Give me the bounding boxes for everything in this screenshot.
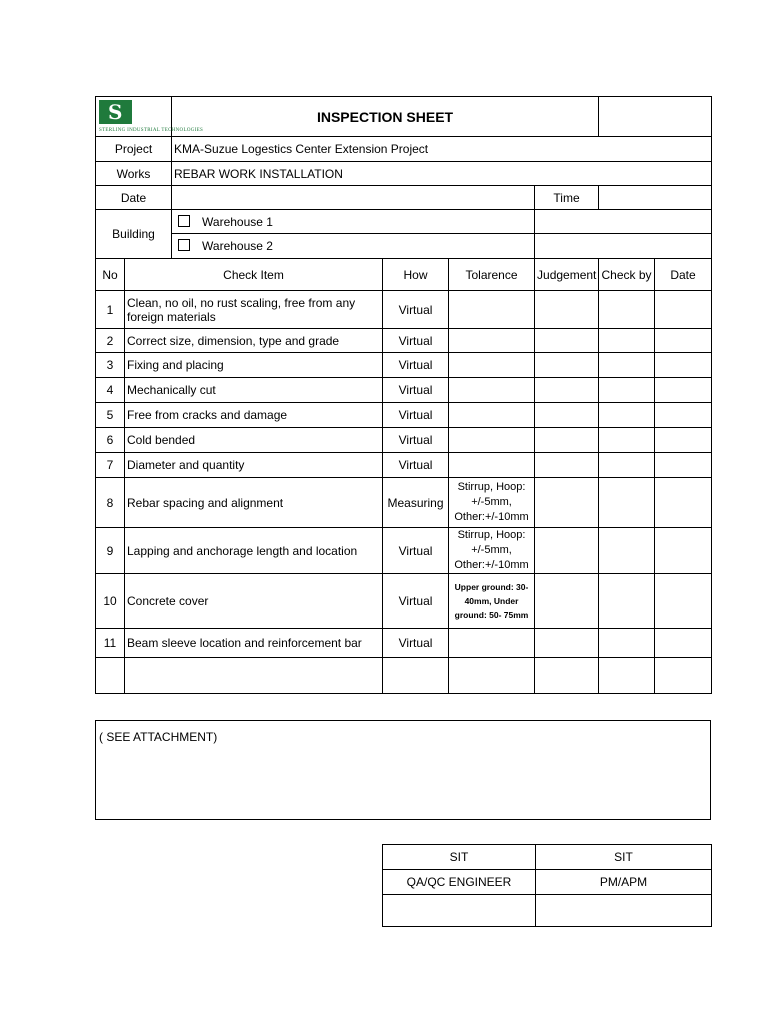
row-number: 1 xyxy=(96,291,125,329)
judgement-cell[interactable] xyxy=(535,353,599,378)
date-cell[interactable] xyxy=(655,291,712,329)
check-item: Correct size, dimension, type and grade xyxy=(125,329,383,353)
signature-table xyxy=(382,844,712,927)
building-blank-2 xyxy=(535,234,712,259)
tolerance-cell: Stirrup, Hoop: +/-5mm, Other:+/-10mm xyxy=(449,478,535,528)
tolerance-cell[interactable] xyxy=(449,658,535,694)
judgement-cell[interactable] xyxy=(535,453,599,478)
check-by-cell[interactable] xyxy=(599,528,655,574)
row-number: 10 xyxy=(96,574,125,629)
table-row xyxy=(96,428,712,453)
sign-company-1: SIT xyxy=(383,845,536,870)
table-row xyxy=(96,403,712,428)
time-field[interactable] xyxy=(599,186,712,210)
row-number: 6 xyxy=(96,428,125,453)
check-item: Fixing and placing xyxy=(125,353,383,378)
judgement-cell[interactable] xyxy=(535,291,599,329)
row-number: 2 xyxy=(96,329,125,353)
row-number: 9 xyxy=(96,528,125,574)
judgement-cell[interactable] xyxy=(535,478,599,528)
how-cell: Virtual xyxy=(383,291,449,329)
signature-field-qaqc[interactable] xyxy=(383,895,536,927)
sheet-title: INSPECTION SHEET xyxy=(172,97,599,137)
col-header-check-by: Check by xyxy=(599,259,655,291)
row-number: 7 xyxy=(96,453,125,478)
project-label: Project xyxy=(96,137,172,162)
project-value: KMA-Suzue Logestics Center Extension Project xyxy=(172,137,712,162)
tolerance-cell xyxy=(449,291,535,329)
sign-role-pm: PM/APM xyxy=(536,870,712,895)
table-row xyxy=(96,453,712,478)
how-cell: Virtual xyxy=(383,528,449,574)
row-number xyxy=(96,658,125,694)
date-cell[interactable] xyxy=(655,453,712,478)
tolerance-cell xyxy=(449,353,535,378)
col-header-date: Date xyxy=(655,259,712,291)
check-item: Mechanically cut xyxy=(125,378,383,403)
judgement-cell[interactable] xyxy=(535,574,599,629)
judgement-cell[interactable] xyxy=(535,658,599,694)
table-row xyxy=(96,291,712,329)
tolerance-cell xyxy=(449,428,535,453)
table-row xyxy=(96,629,712,658)
date-cell[interactable] xyxy=(655,378,712,403)
how-cell: Virtual xyxy=(383,629,449,658)
judgement-cell[interactable] xyxy=(535,403,599,428)
date-cell[interactable] xyxy=(655,658,712,694)
tolerance-cell xyxy=(449,329,535,353)
how-cell: Virtual xyxy=(383,428,449,453)
tolerance-cell: Stirrup, Hoop: +/-5mm, Other:+/-10mm xyxy=(449,528,535,574)
checkbox-icon[interactable] xyxy=(178,215,190,227)
logo-mark-icon: S xyxy=(99,100,132,124)
how-cell: Virtual xyxy=(383,353,449,378)
date-field[interactable] xyxy=(172,186,535,210)
building-option-warehouse-2[interactable]: Warehouse 2 xyxy=(172,234,535,259)
remarks-box[interactable] xyxy=(95,720,711,820)
building-option-warehouse-1[interactable]: Warehouse 1 xyxy=(172,210,535,234)
check-by-cell[interactable] xyxy=(599,353,655,378)
check-item: Beam sleeve location and reinforcement bar xyxy=(125,629,383,658)
check-item: Diameter and quantity xyxy=(125,453,383,478)
building-label: Building xyxy=(96,210,172,259)
tolerance-cell: Upper ground: 30-40mm, Under ground: 50- 75mm xyxy=(449,574,535,629)
date-cell[interactable] xyxy=(655,403,712,428)
check-item: Rebar spacing and alignment xyxy=(125,478,383,528)
check-by-cell[interactable] xyxy=(599,329,655,353)
check-item[interactable] xyxy=(125,658,383,694)
signature-field-pm[interactable] xyxy=(536,895,712,927)
row-number: 4 xyxy=(96,378,125,403)
table-row xyxy=(96,478,712,528)
row-number: 3 xyxy=(96,353,125,378)
row-number: 8 xyxy=(96,478,125,528)
table-row xyxy=(96,378,712,403)
tolerance-cell xyxy=(449,403,535,428)
date-label: Date xyxy=(96,186,172,210)
check-by-cell[interactable] xyxy=(599,658,655,694)
tolerance-cell xyxy=(449,629,535,658)
check-by-cell[interactable] xyxy=(599,453,655,478)
time-label: Time xyxy=(535,186,599,210)
remarks-text: ( SEE ATTACHMENT) xyxy=(99,730,218,744)
how-cell: Virtual xyxy=(383,453,449,478)
checkbox-icon[interactable] xyxy=(178,239,190,251)
check-item: Free from cracks and damage xyxy=(125,403,383,428)
how-cell: Virtual xyxy=(383,378,449,403)
inspection-table xyxy=(95,96,712,694)
company-logo: S STERLING INDUSTRIAL TECHNOLOGIES xyxy=(96,97,172,137)
date-cell[interactable] xyxy=(655,528,712,574)
row-number: 11 xyxy=(96,629,125,658)
how-cell: Virtual xyxy=(383,403,449,428)
table-row xyxy=(96,329,712,353)
check-by-cell[interactable] xyxy=(599,403,655,428)
date-cell[interactable] xyxy=(655,329,712,353)
col-header-judgement: Judgement xyxy=(535,259,599,291)
table-row xyxy=(96,658,712,694)
judgement-cell[interactable] xyxy=(535,329,599,353)
check-item: Cold bended xyxy=(125,428,383,453)
judgement-cell[interactable] xyxy=(535,528,599,574)
sign-company-2: SIT xyxy=(536,845,712,870)
col-header-how: How xyxy=(383,259,449,291)
date-cell[interactable] xyxy=(655,353,712,378)
date-cell[interactable] xyxy=(655,478,712,528)
date-cell[interactable] xyxy=(655,574,712,629)
judgement-cell[interactable] xyxy=(535,378,599,403)
table-row xyxy=(96,574,712,629)
col-header-tolerance: Tolarence xyxy=(449,259,535,291)
check-item: Concrete cover xyxy=(125,574,383,629)
tolerance-cell xyxy=(449,453,535,478)
works-value: REBAR WORK INSTALLATION xyxy=(172,162,712,186)
col-header-check-item: Check Item xyxy=(125,259,383,291)
table-row xyxy=(96,528,712,574)
date-cell[interactable] xyxy=(655,428,712,453)
judgement-cell[interactable] xyxy=(535,629,599,658)
title-blank-cell[interactable] xyxy=(599,97,712,137)
row-number: 5 xyxy=(96,403,125,428)
works-label: Works xyxy=(96,162,172,186)
check-by-cell[interactable] xyxy=(599,629,655,658)
how-cell: Measuring xyxy=(383,478,449,528)
check-item: Lapping and anchorage length and location xyxy=(125,528,383,574)
how-cell: Virtual xyxy=(383,329,449,353)
building-blank-1 xyxy=(535,210,712,234)
check-rows xyxy=(96,291,712,694)
check-item: Clean, no oil, no rust scaling, free from any foreign materials xyxy=(125,291,383,329)
check-by-cell[interactable] xyxy=(599,574,655,629)
how-cell[interactable] xyxy=(383,658,449,694)
table-row xyxy=(96,353,712,378)
check-by-cell[interactable] xyxy=(599,378,655,403)
how-cell: Virtual xyxy=(383,574,449,629)
check-by-cell[interactable] xyxy=(599,478,655,528)
tolerance-cell xyxy=(449,378,535,403)
check-by-cell[interactable] xyxy=(599,428,655,453)
check-by-cell[interactable] xyxy=(599,291,655,329)
sign-role-qaqc: QA/QC ENGINEER xyxy=(383,870,536,895)
col-header-no: No xyxy=(96,259,125,291)
date-cell[interactable] xyxy=(655,629,712,658)
judgement-cell[interactable] xyxy=(535,428,599,453)
